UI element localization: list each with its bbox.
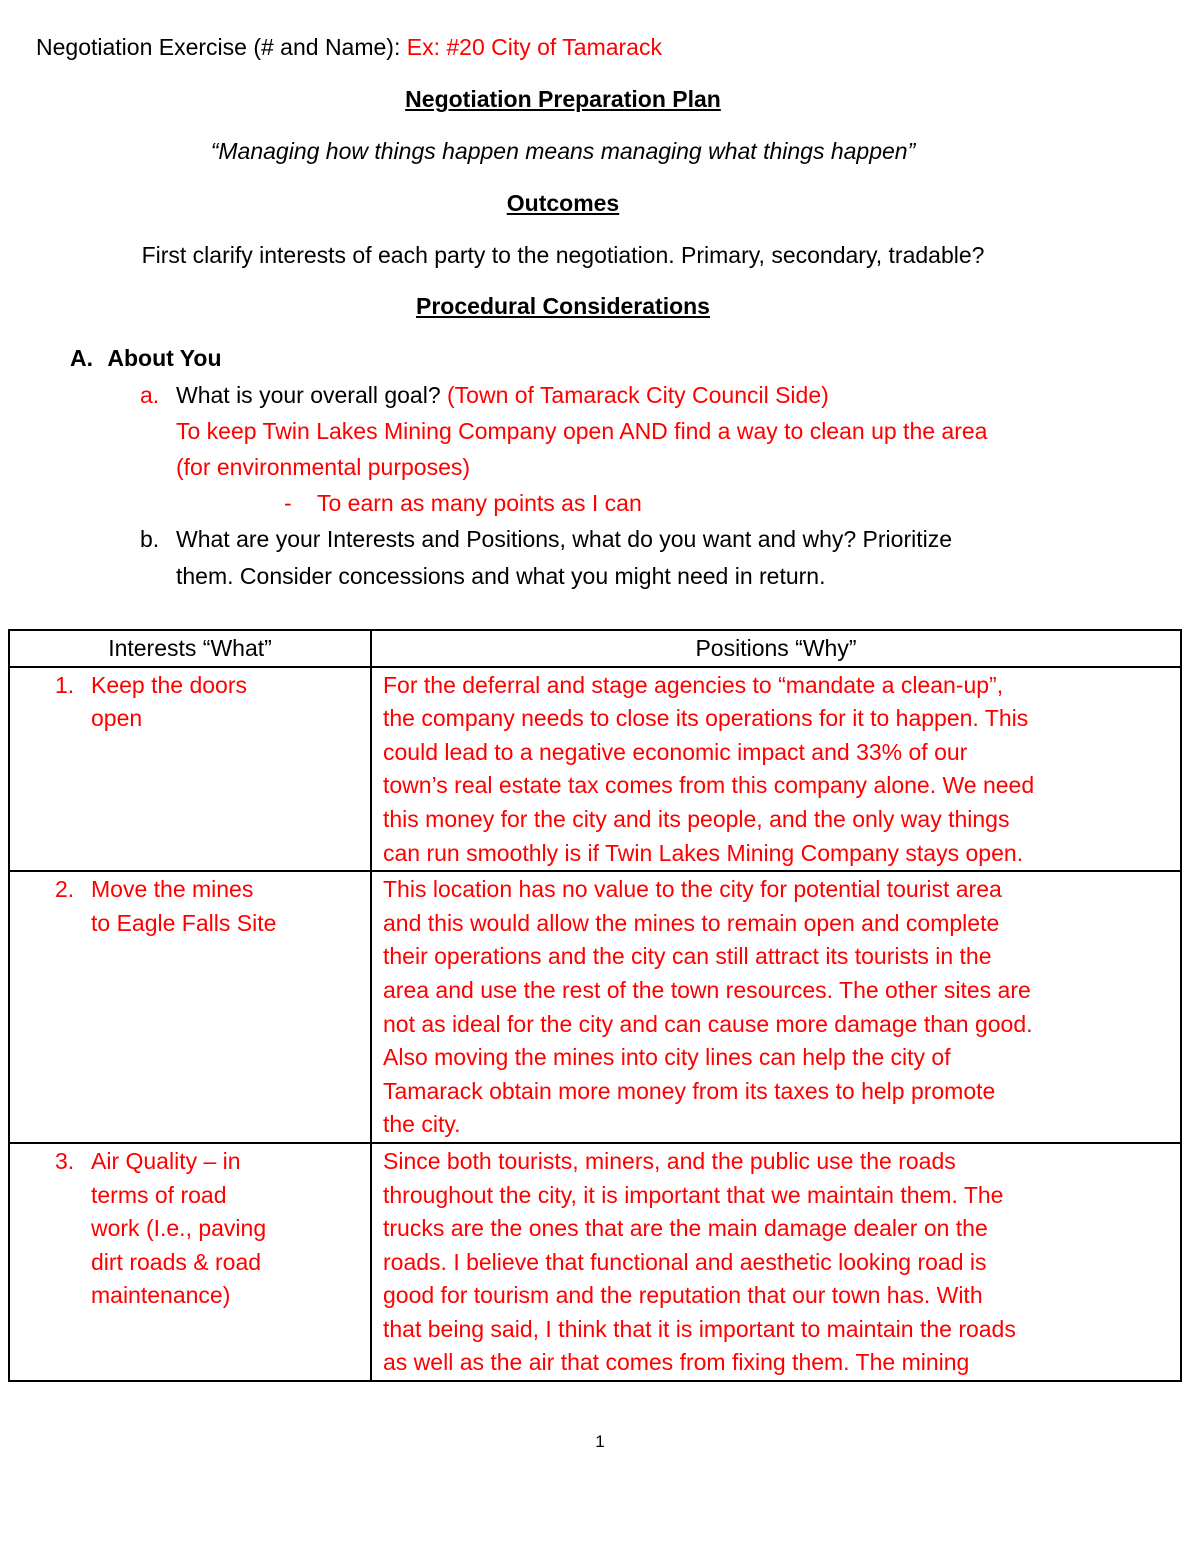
section-marker: A. [70,345,93,371]
interests-header: Interests “What” [9,630,371,667]
position-text: Since both tourists, miners, and the public use the roads throughout the city, it is important that we maintain them. The trucks are the ones that are the main damage dealer on the roads. I believe that functional and aesthetic looking road is good for tourism and the reputation that our town has. With that being said, I think that it is important to maintain the roads as well as the air that comes from fixing them. The mining [383,1147,1016,1376]
table-row [9,871,1181,1143]
page-title: Negotiation Preparation Plan [405,86,721,112]
item-a-question-text: What is your overall goal? [176,382,448,408]
item-b-line2: them. Consider concessions and what you might need in return. [176,563,826,589]
interest-cell [9,1143,371,1381]
table-row [9,1143,1181,1381]
item-a-answer-line2: (for environmental purposes) [176,454,471,480]
item-a-marker: a. [140,382,160,408]
interest-number: 2. [55,876,75,903]
item-b-marker: b. [140,526,160,552]
outcomes-text: First clarify interests of each party to the negotiation. Primary, secondary, tradable? [141,242,985,268]
procedural-heading: Procedural Considerations [416,293,710,319]
item-b-line1: What are your Interests and Positions, what do you want and why? Prioritize [176,526,953,552]
interest-text: Move the mines to Eagle Falls Site [91,876,277,936]
item-a-bullet-text: To earn as many points as I can [317,490,642,516]
page-number: 1 [595,1432,605,1451]
table-row [9,667,1181,872]
section-about-you [70,343,222,373]
interest-text: Keep the doors open [91,671,248,732]
positions-header: Positions “Why” [371,630,1181,667]
interest-cell [9,667,371,872]
outcomes-heading: Outcomes [506,190,620,216]
table-header-row [9,630,1181,667]
section-title: About You [107,345,222,371]
item-a-side: (Town of Tamarack City Council Side) [447,382,829,408]
exercise-header [36,32,662,62]
position-text: This location has no value to the city for potential tourist area and this would allow the mines to remain open and complete their operations and the city can still attract its tourists in the area and use the rest of the town resources. The other sites are not as ideal for the city and can cause more damage than good. Also moving the mines into city lines can help the city of Tamarack obtain more money from its taxes to help promote the city. [383,876,1033,1138]
interests-positions-table [8,629,1182,1382]
item-a-answer-line1: To keep Twin Lakes Mining Company open AND find a way to clean up the area [176,418,988,444]
position-cell [371,1143,1181,1381]
position-cell [371,667,1181,872]
exercise-value: Ex: #20 City of Tamarack [406,34,662,60]
interest-number: 1. [55,671,75,698]
interest-number: 3. [55,1147,75,1174]
quote: “Managing how things happen means managing what things happen” [210,138,916,164]
interest-text: Air Quality – in terms of road work (I.e., paving dirt roads & road maintenance) [91,1147,267,1309]
interest-cell [9,871,371,1143]
exercise-label: Negotiation Exercise (# and Name): [36,34,407,60]
item-a-question [176,380,829,410]
position-cell [371,871,1181,1143]
item-a-bullet: - [284,490,292,516]
position-text: For the deferral and stage agencies to “mandate a clean-up”, the company needs to close its operations for it to happen. This could lead to a negative economic impact and 33% of our town’s real estate tax comes from this company alone. We need this money for the city and its people, and the only way things can run smoothly is if Twin Lakes Mining Company stays open. [383,671,1035,866]
